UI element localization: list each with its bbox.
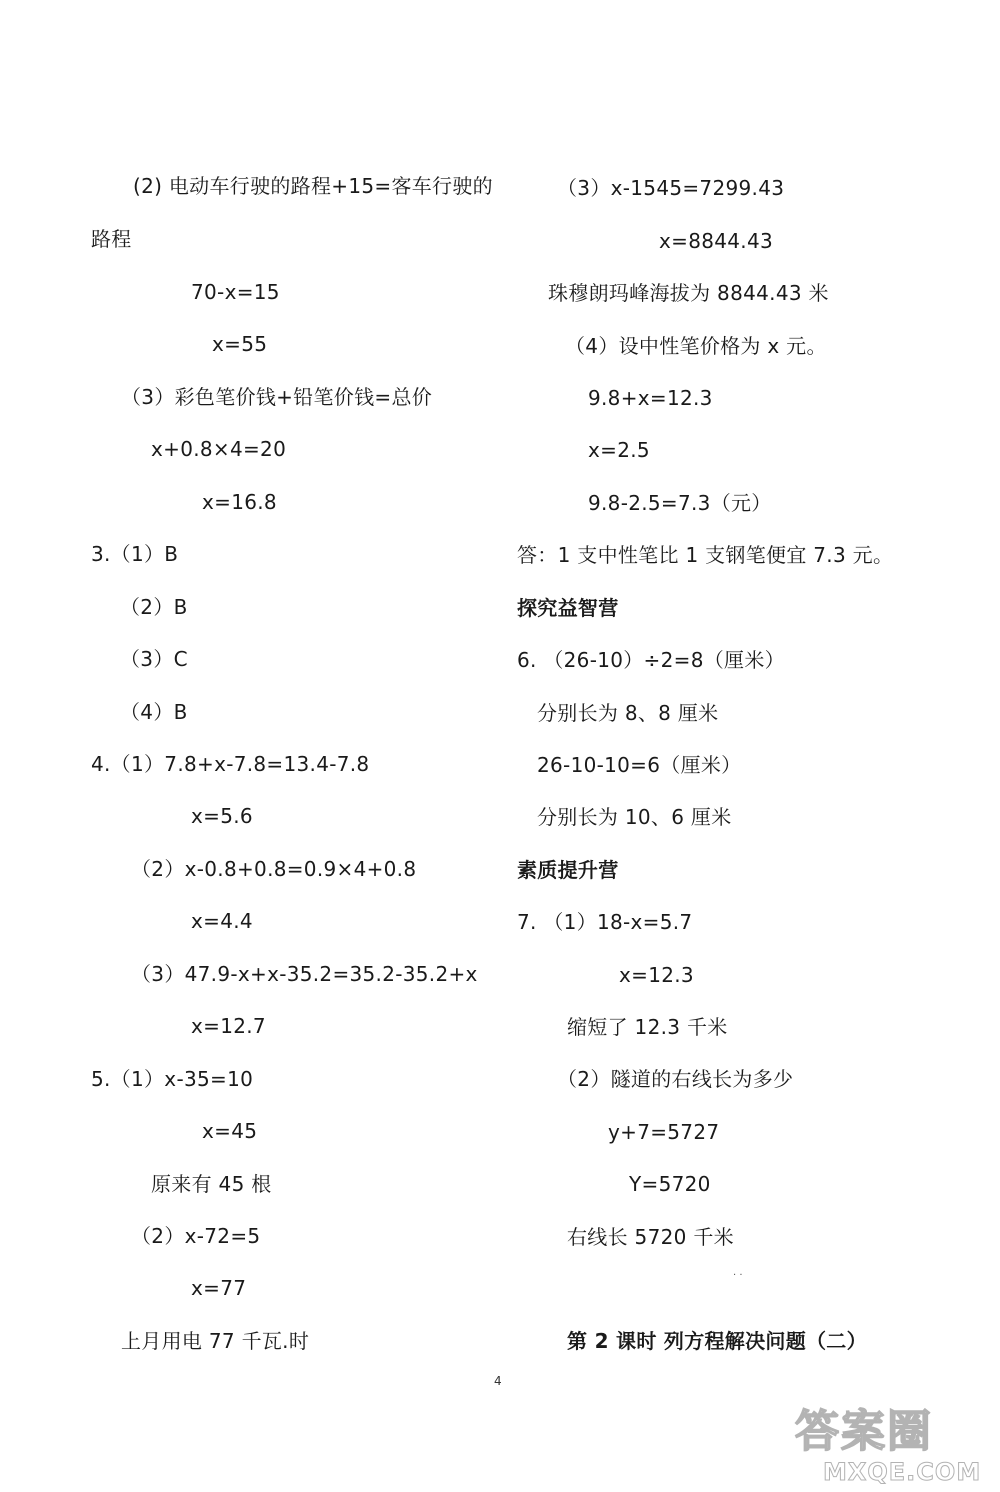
left-line-9: （2）B [120, 595, 188, 619]
right-line-2: x=8844.43 [659, 229, 773, 253]
right-line-12: 26-10-10=6（厘米） [537, 753, 742, 777]
right-line-19: y+7=5727 [608, 1120, 720, 1144]
left-line-15: x=4.4 [191, 909, 253, 933]
right-line-10: 6. （26-10）÷2=8（厘米） [517, 648, 785, 672]
right-line-16: x=12.3 [619, 963, 694, 987]
left-line-4: x=55 [212, 332, 268, 356]
right-line-21: 右线长 5720 千米 [567, 1225, 734, 1249]
left-line-23: 上月用电 77 千瓦.时 [121, 1329, 310, 1353]
right-line-3: 珠穆朗玛峰海拔为 8844.43 米 [548, 281, 829, 305]
left-line-5: （3）彩色笔价钱+铅笔价钱=总价 [121, 385, 433, 409]
left-line-20: 原来有 45 根 [151, 1172, 272, 1196]
right-line-5: 9.8+x=12.3 [588, 386, 713, 410]
left-line-8: 3.（1）B [91, 542, 179, 566]
right-line-1: （3）x-1545=7299.43 [557, 176, 785, 200]
right-line-15: 7. （1）18-x=5.7 [517, 910, 693, 934]
page-number: 4 [494, 1374, 502, 1388]
right-line-11: 分别长为 8、8 厘米 [537, 701, 719, 725]
left-line-1: (2) 电动车行驶的路程+15=客车行驶的 [133, 174, 493, 198]
left-line-3: 70-x=15 [191, 280, 280, 304]
left-line-16: （3）47.9-x+x-35.2=35.2-35.2+x [131, 962, 478, 986]
left-line-21: （2）x-72=5 [131, 1224, 261, 1248]
section-heading-tanjiu: 探究益智营 [517, 596, 619, 620]
left-line-14: （2）x-0.8+0.8=0.9×4+0.8 [131, 857, 417, 881]
left-line-2: 路程 [91, 227, 132, 251]
left-line-10: （3）C [120, 647, 188, 671]
lesson-heading: 第 2 课时 列方程解决问题（二） [567, 1329, 867, 1353]
watermark-sub-text: MXQE.COM [823, 1458, 982, 1486]
right-line-6: x=2.5 [588, 438, 650, 462]
stray-marks: · · [733, 1270, 743, 1281]
watermark-logo [795, 1408, 990, 1488]
right-line-17: 缩短了 12.3 千米 [567, 1015, 728, 1039]
left-line-11: （4）B [120, 700, 188, 724]
left-line-19: x=45 [202, 1119, 258, 1143]
right-line-20: Y=5720 [629, 1172, 711, 1196]
section-heading-suzhi: 素质提升营 [517, 858, 619, 882]
right-line-8: 答：1 支中性笔比 1 支钢笔便宜 7.3 元。 [517, 543, 894, 567]
right-line-7: 9.8-2.5=7.3（元） [588, 491, 772, 515]
right-line-18: （2）隧道的右线长为多少 [557, 1067, 794, 1091]
left-line-6: x+0.8×4=20 [151, 437, 287, 461]
left-line-22: x=77 [191, 1276, 247, 1300]
watermark-main-text: 答案圈 [795, 1406, 933, 1457]
left-line-17: x=12.7 [191, 1014, 266, 1038]
right-line-13: 分别长为 10、6 厘米 [537, 805, 732, 829]
left-line-12: 4.（1）7.8+x-7.8=13.4-7.8 [91, 752, 370, 776]
right-line-4: （4）设中性笔价格为 x 元。 [565, 334, 827, 358]
left-line-13: x=5.6 [191, 804, 253, 828]
left-line-18: 5.（1）x-35=10 [91, 1067, 254, 1091]
left-line-7: x=16.8 [202, 490, 277, 514]
